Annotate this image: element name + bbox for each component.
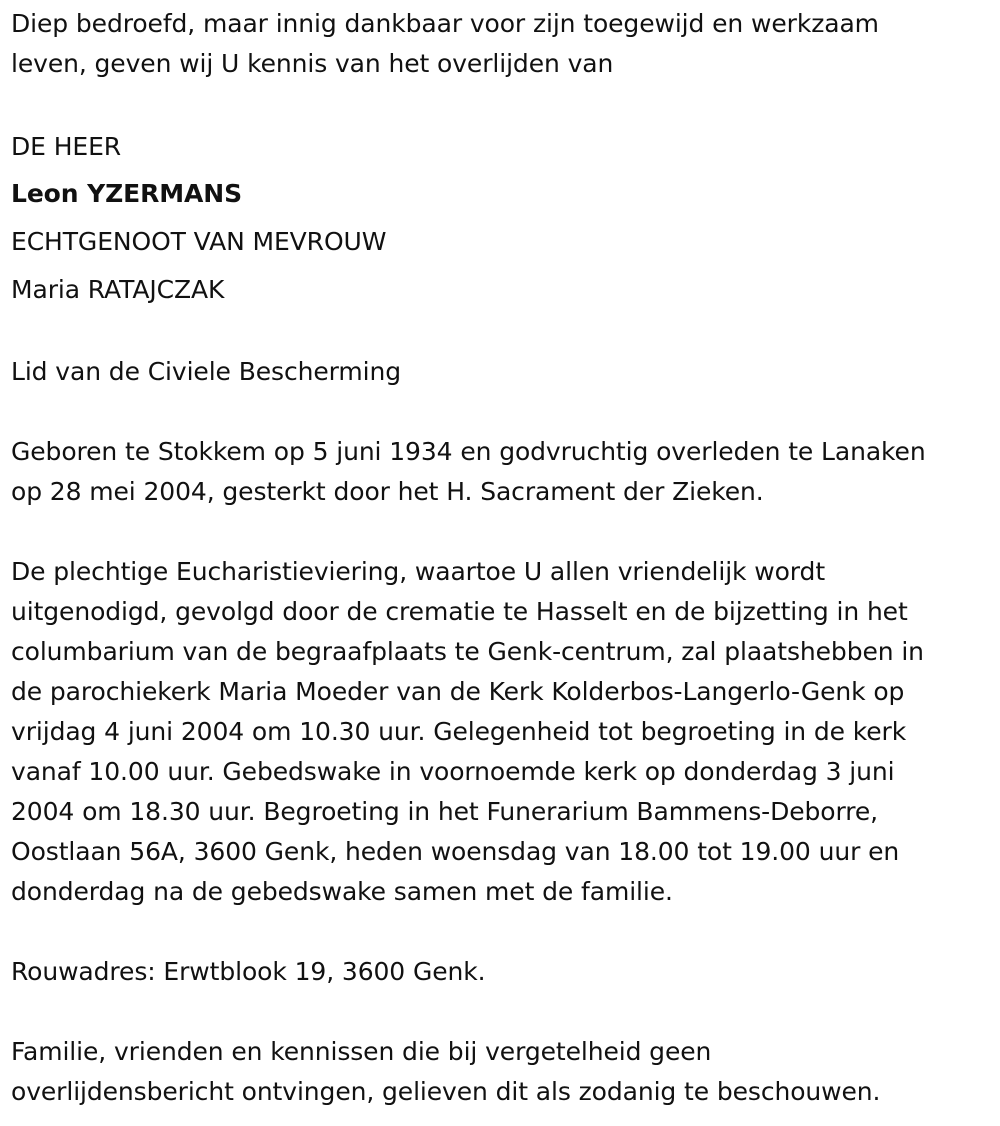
ceremony-line: donderdag na de gebedswake samen met de familie. xyxy=(11,877,673,906)
ceremony-line: vanaf 10.00 uur. Gebedswake in voornoemde kerk op donderdag 3 juni xyxy=(11,757,895,786)
birth-death-line-1: Geboren te Stokkem op 5 juni 1934 en godvruchtig overleden te Lanaken xyxy=(11,437,926,466)
spouse-name: Maria RATAJCZAK xyxy=(11,275,225,304)
ceremony-line: columbarium van de begraafplaats te Genk-centrum, zal plaatshebben in xyxy=(11,637,924,666)
birth-death-line-2: op 28 mei 2004, gesterkt door het H. Sacrament der Zieken. xyxy=(11,477,764,506)
ceremony-line: de parochiekerk Maria Moeder van de Kerk Kolderbos-Langerlo-Genk op xyxy=(11,677,905,706)
spouse-label: ECHTGENOOT VAN MEVROUW xyxy=(11,227,387,256)
mourning-address: Rouwadres: Erwtblook 19, 3600 Genk. xyxy=(11,957,486,986)
ceremony-line: 2004 om 18.30 uur. Begroeting in het Funerarium Bammens-Deborre, xyxy=(11,797,878,826)
intro-line-1: Diep bedroefd, maar innig dankbaar voor zijn toegewijd en werkzaam xyxy=(11,9,879,38)
ceremony-line: uitgenodigd, gevolgd door de crematie te Hasselt en de bijzetting in het xyxy=(11,597,908,626)
closing-line-1: Familie, vrienden en kennissen die bij vergetelheid geen xyxy=(11,1037,712,1066)
ceremony-line: Oostlaan 56A, 3600 Genk, heden woensdag van 18.00 tot 19.00 uur en xyxy=(11,837,900,866)
ceremony-line: De plechtige Eucharistieviering, waartoe U allen vriendelijk wordt xyxy=(11,557,826,586)
ceremony-line: vrijdag 4 juni 2004 om 10.30 uur. Gelegenheid tot begroeting in de kerk xyxy=(11,717,907,746)
closing-line-2: overlijdensbericht ontvingen, gelieven dit als zodanig te beschouwen. xyxy=(11,1077,881,1106)
intro-line-2: leven, geven wij U kennis van het overlijden van xyxy=(11,49,614,78)
membership-line: Lid van de Civiele Bescherming xyxy=(11,357,401,386)
deceased-name: Leon YZERMANS xyxy=(11,179,242,208)
obituary-notice xyxy=(11,0,996,1112)
deceased-title: DE HEER xyxy=(11,132,122,161)
